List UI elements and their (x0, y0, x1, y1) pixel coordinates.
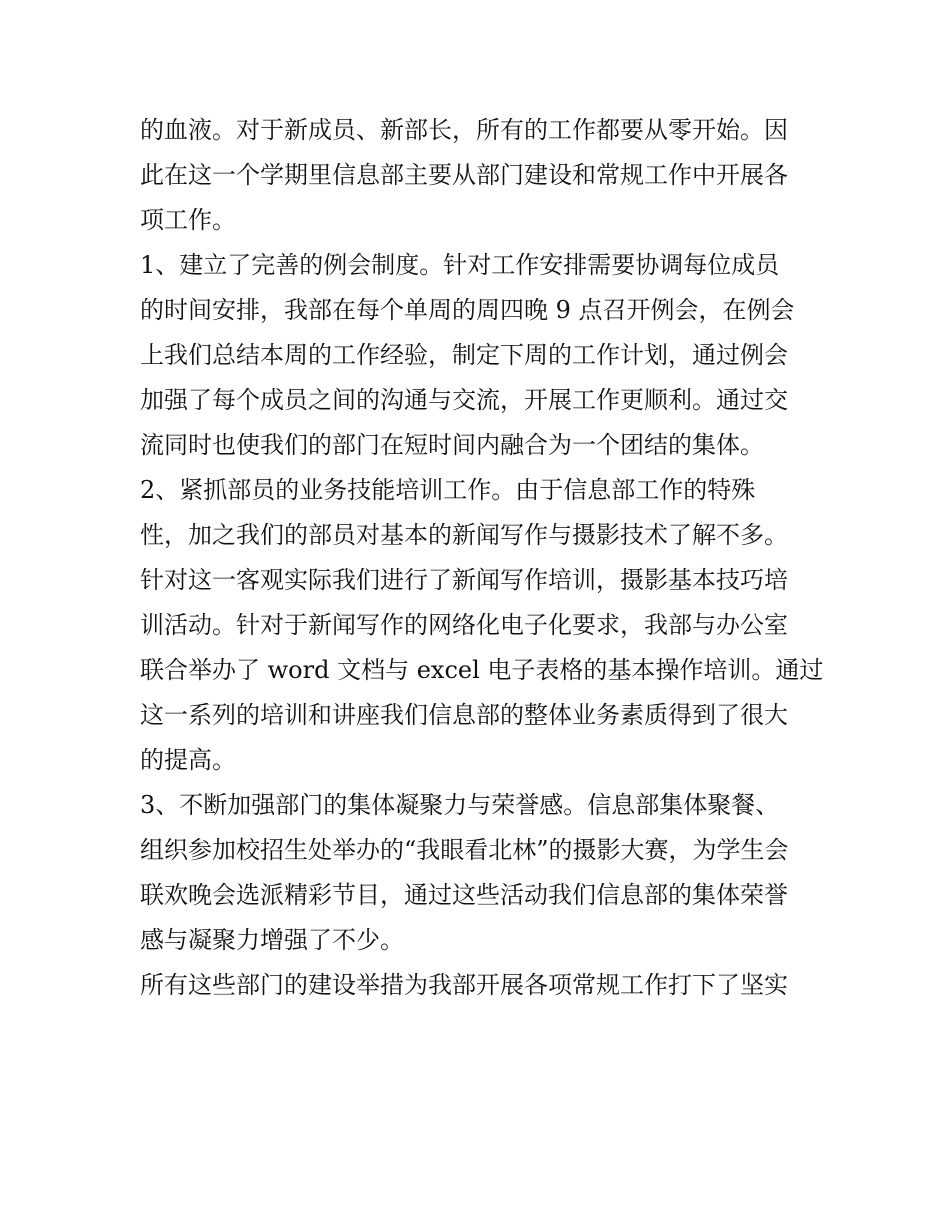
text-line: 组织参加校招生处举办的“我眼看北林”的摄影大赛，为学生会 (140, 836, 789, 864)
text-line: 1、建立了完善的例会制度。针对工作安排需要协调每位成员 (140, 251, 780, 279)
text-line: 的时间安排，我部在每个单周的周四晚 9 点召开例会，在例会 (140, 296, 795, 324)
text-line: 的血液。对于新成员、新部长，所有的工作都要从零开始。因 (140, 116, 788, 144)
text-line: 联合举办了 word 文档与 excel 电子表格的基本操作培训。通过 (140, 656, 824, 684)
text-line: 项工作。 (140, 206, 236, 234)
text-line: 所有这些部门的建设举措为我部开展各项常规工作打下了坚实 (140, 971, 788, 999)
text-line: 联欢晚会选派精彩节目，通过这些活动我们信息部的集体荣誉 (140, 881, 788, 909)
text-line: 流同时也使我们的部门在短时间内融合为一个团结的集体。 (140, 431, 764, 459)
text-line: 性，加之我们的部员对基本的新闻写作与摄影技术了解不多。 (140, 521, 788, 549)
text-line: 的提高。 (140, 746, 236, 774)
text-line: 2、紧抓部员的业务技能培训工作。由于信息部工作的特殊 (140, 476, 756, 504)
text-line: 加强了每个成员之间的沟通与交流，开展工作更顺利。通过交 (140, 386, 788, 414)
text-line: 这一系列的培训和讲座我们信息部的整体业务素质得到了很大 (140, 701, 788, 729)
document-body (140, 108, 824, 1008)
text-line: 训活动。针对于新闻写作的网络化电子化要求，我部与办公室 (140, 611, 788, 639)
text-line: 针对这一客观实际我们进行了新闻写作培训，摄影基本技巧培 (140, 566, 788, 594)
text-line: 感与凝聚力增强了不少。 (140, 926, 404, 954)
text-line: 3、不断加强部门的集体凝聚力与荣誉感。信息部集体聚餐、 (140, 791, 780, 819)
text-line: 此在这一个学期里信息部主要从部门建设和常规工作中开展各 (140, 161, 788, 189)
text-line: 上我们总结本周的工作经验，制定下周的工作计划，通过例会 (140, 341, 788, 369)
